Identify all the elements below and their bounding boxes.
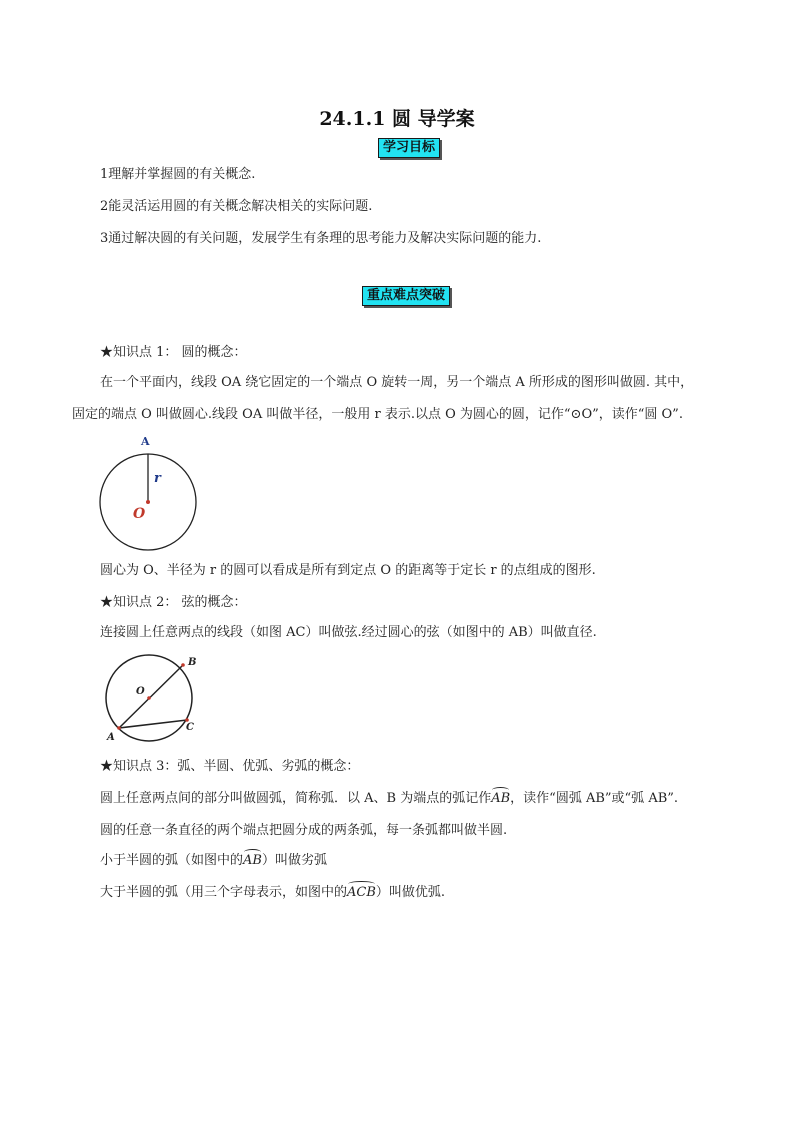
goal-item-1: 1理解并掌握圆的有关概念.: [100, 167, 256, 182]
k1-heading: ★知识点 1： 圆的概念：: [100, 345, 247, 360]
k3-paragraph-3: [100, 852, 327, 870]
point-a: [117, 726, 121, 730]
label-b: B: [188, 657, 197, 668]
chord-ac: [119, 720, 187, 728]
section-key-tag: 重点难点突破: [362, 286, 450, 306]
arc-ab-symbol: AB: [243, 853, 262, 868]
center-point: [146, 500, 150, 504]
center-point: [147, 696, 151, 700]
section-goals-tag: 学习目标: [378, 138, 440, 158]
label-o: O: [133, 506, 146, 522]
circle-radius-figure: [92, 430, 207, 555]
k3-paragraph-4: [100, 884, 445, 902]
k3-paragraph-1: [100, 790, 678, 808]
arc-ab-symbol: AB: [491, 791, 511, 806]
point-b: [181, 663, 185, 667]
label-a: A: [107, 732, 115, 743]
k3-p1-text-a: 圆上任意两点间的部分叫做圆弧，简称弧．以 A、B 为端点的弧记作: [100, 791, 492, 806]
k3-paragraph-2: 圆的任意一条直径的两个端点把圆分成的两条弧，每一条弧都叫做半圆.: [100, 823, 508, 838]
k3-heading: ★知识点 3：弧、半圆、优弧、劣弧的概念：: [100, 759, 360, 774]
k1-paragraph-1: 在一个平面内，线段 OA 绕它固定的一个端点 O 旋转一周，另一个端点 A 所形成的图形叫做圆. 其中，: [100, 375, 694, 390]
k1-paragraph-2: 固定的端点 O 叫做圆心.线段 OA 叫做半径，一般用 r 表示.以点 O 为圆心的圆，记作“⊙O”，读作“圆 O”.: [72, 407, 683, 422]
diameter-ab: [119, 665, 183, 728]
goal-item-3: 3通过解决圆的有关问题，发展学生有条理的思考能力及解决实际问题的能力.: [100, 231, 542, 246]
k3-p3-text-b: ）叫做劣弧: [261, 853, 327, 868]
goal-item-2: 2能灵活运用圆的有关概念解决相关的实际问题.: [100, 199, 373, 214]
k2-paragraph-1: 连接圆上任意两点的线段（如图 AC）叫做弦.经过圆心的弦（如图中的 AB）叫做直径.: [100, 625, 597, 640]
k3-p4-text-b: ）叫做优弧.: [375, 885, 446, 900]
chord-diameter-figure: [100, 650, 210, 745]
k2-heading: ★知识点 2： 弦的概念：: [100, 595, 247, 610]
k3-p1-text-b: ，读作“圆弧 AB”或“弧 AB”.: [510, 791, 679, 806]
k3-p3-text-a: 小于半圆的弧（如图中的: [100, 853, 244, 868]
k3-p4-text-a: 大于半圆的弧（用三个字母表示，如图中的: [100, 885, 348, 900]
arc-acb-symbol: ACB: [347, 885, 376, 900]
label-o: O: [136, 686, 145, 697]
page-title: 24.1.1 圆 导学案: [319, 108, 475, 130]
label-a: A: [141, 435, 150, 448]
label-c: C: [186, 722, 194, 733]
label-r: r: [154, 471, 161, 486]
k1-paragraph-3: 圆心为 O、半径为 r 的圆可以看成是所有到定点 O 的距离等于定长 r 的点组成的图形.: [100, 563, 596, 578]
